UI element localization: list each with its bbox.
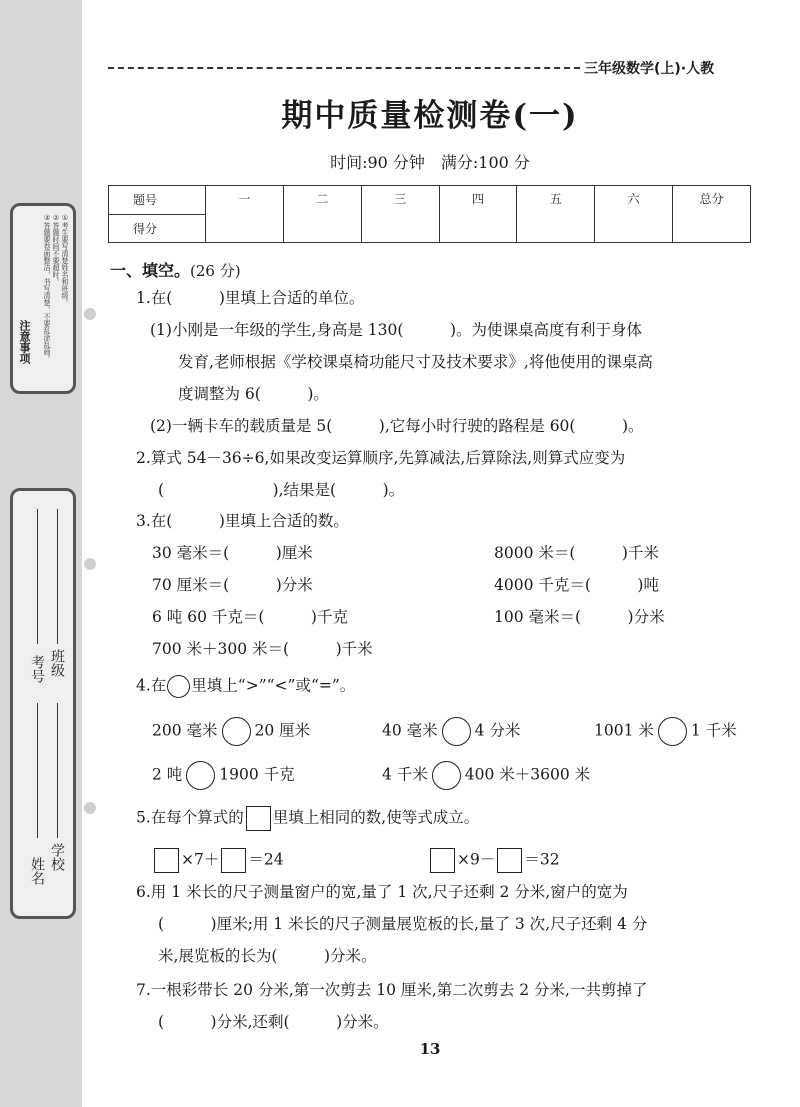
binding-hole bbox=[84, 308, 96, 320]
question-1-part1-line2: 发育,老师根据《学校课桌椅功能尺寸及技术要求》,将他使用的课桌高 bbox=[178, 353, 653, 371]
question-3-item: 6 吨 60 千克＝( )千克 bbox=[152, 608, 348, 626]
question-1-part2: (2)一辆卡车的载质量是 5( ),它每小时行驶的路程是 60( )。 bbox=[150, 417, 644, 435]
question-6-line3: 米,展览板的长为( )分米。 bbox=[158, 947, 377, 965]
school-line bbox=[57, 703, 58, 838]
answer-box[interactable] bbox=[430, 848, 455, 873]
question-number-label: 题号 bbox=[109, 186, 206, 215]
score-col-4: 四 bbox=[439, 186, 517, 243]
question-7-line2: ( )分米,还剩( )分米。 bbox=[158, 1013, 389, 1031]
binding-hole bbox=[84, 802, 96, 814]
equation-part: ×7＋ bbox=[181, 850, 220, 869]
note-item: ③答题要卷面整洁，书写清楚，不要乱涂乱画。 bbox=[43, 214, 51, 362]
question-1-part1-line3: 度调整为 6( )。 bbox=[178, 385, 329, 403]
question-2-line1: 2.算式 54－36÷6,如果改变运算顺序,先算减法,后算除法,则算式应变为 bbox=[136, 449, 626, 467]
answer-box-icon bbox=[246, 806, 271, 831]
compare-right: 4 分米 bbox=[474, 721, 521, 740]
question-5-stem bbox=[136, 806, 479, 831]
class-line bbox=[57, 509, 58, 644]
score-label: 得分 bbox=[109, 214, 206, 243]
question-3-item: 8000 米＝( )千米 bbox=[494, 544, 659, 562]
exam-no-line bbox=[37, 509, 38, 644]
q4-stem-post: 里填上“>”“<”或“=”。 bbox=[191, 676, 356, 695]
exam-info-text: 时间:90 分钟 满分:100 分 bbox=[330, 153, 530, 172]
question-7-line1: 7.一根彩带长 20 分米,第一次剪去 10 厘米,第二次剪去 2 分米,一共剪掉了 bbox=[136, 981, 648, 999]
score-table-header-row bbox=[109, 186, 751, 215]
question-6-line2: ( )厘米;用 1 米长的尺子测量展览板的长,量了 3 次,尺子还剩 4 分 bbox=[158, 915, 648, 933]
answer-box[interactable] bbox=[221, 848, 246, 873]
question-1-part1-line1: (1)小刚是一年级的学生,身高是 130( )。为使课桌高度有利于身体 bbox=[150, 321, 642, 339]
q4-stem-pre: 4.在 bbox=[136, 676, 167, 695]
compare-left: 200 毫米 bbox=[152, 721, 218, 740]
binding-hole bbox=[84, 558, 96, 570]
compare-circle-icon bbox=[167, 675, 190, 698]
section-points: (26 分) bbox=[190, 262, 241, 280]
compare-answer-circle[interactable] bbox=[186, 761, 215, 790]
question-3-item: 700 米＋300 米＝( )千米 bbox=[152, 640, 373, 658]
compare-right: 20 厘米 bbox=[254, 721, 311, 740]
question-3-stem: 3.在( )里填上合适的数。 bbox=[136, 512, 349, 530]
compare-left: 40 毫米 bbox=[382, 721, 438, 740]
question-1-stem: 1.在( )里填上合适的单位。 bbox=[136, 289, 365, 307]
compare-answer-circle[interactable] bbox=[222, 717, 251, 746]
class-label: 班级 bbox=[49, 649, 65, 677]
question-3-item: 70 厘米＝( )分米 bbox=[152, 576, 313, 594]
score-col-5: 五 bbox=[517, 186, 595, 243]
page-number-text: 13 bbox=[419, 1040, 441, 1058]
compare-item bbox=[382, 717, 520, 746]
answer-box[interactable] bbox=[497, 848, 522, 873]
compare-answer-circle[interactable] bbox=[658, 717, 687, 746]
compare-answer-circle[interactable] bbox=[432, 761, 461, 790]
notes-title: 注意事项 bbox=[18, 320, 31, 364]
compare-left: 1001 米 bbox=[594, 721, 654, 740]
equation-part: ×9－ bbox=[457, 850, 496, 869]
compare-item bbox=[382, 761, 590, 790]
notes-panel bbox=[10, 203, 76, 394]
compare-left: 2 吨 bbox=[152, 765, 183, 784]
score-col-total: 总分 bbox=[673, 186, 751, 243]
compare-item bbox=[594, 717, 737, 746]
question-3-item: 100 毫米＝( )分米 bbox=[494, 608, 665, 626]
answer-box[interactable] bbox=[154, 848, 179, 873]
exam-no-label: 考号 bbox=[29, 655, 45, 683]
score-table bbox=[108, 185, 751, 243]
compare-right: 1 千米 bbox=[690, 721, 737, 740]
question-3-item: 4000 千克＝( )吨 bbox=[494, 576, 659, 594]
compare-left: 4 千米 bbox=[382, 765, 428, 784]
page-title-text: 期中质量检测卷(一) bbox=[281, 98, 579, 134]
score-col-3: 三 bbox=[361, 186, 439, 243]
page-number bbox=[0, 1040, 800, 1058]
question-3-item: 30 毫米＝( )厘米 bbox=[152, 544, 313, 562]
question-2-line2: ( ),结果是( )。 bbox=[158, 481, 405, 499]
student-info-panel bbox=[10, 488, 76, 919]
compare-item bbox=[152, 761, 295, 790]
q5-stem-post: 里填上相同的数,使等式成立。 bbox=[272, 808, 480, 827]
section-heading bbox=[110, 258, 241, 281]
page-title bbox=[0, 90, 800, 135]
question-6-line1: 6.用 1 米长的尺子测量窗户的宽,量了 1 次,尺子还剩 2 分米,窗户的宽为 bbox=[136, 883, 628, 901]
equation-part: ＝24 bbox=[248, 850, 284, 869]
score-col-1: 一 bbox=[206, 186, 284, 243]
q5-stem-pre: 5.在每个算式的 bbox=[136, 808, 244, 827]
score-col-6: 六 bbox=[595, 186, 673, 243]
exam-info bbox=[0, 150, 800, 173]
series-label: 三年级数学(上)·人教 bbox=[584, 61, 715, 77]
compare-item bbox=[152, 717, 310, 746]
section-title: 一、填空。 bbox=[110, 261, 191, 280]
header-dash-line bbox=[108, 67, 580, 69]
equation-2 bbox=[428, 848, 560, 873]
compare-right: 1900 千克 bbox=[219, 765, 295, 784]
compare-answer-circle[interactable] bbox=[442, 717, 471, 746]
equation-part: ＝32 bbox=[524, 850, 560, 869]
notes-list bbox=[35, 214, 69, 384]
note-item: ①考生要写清楚姓名和班级。 bbox=[61, 214, 69, 306]
compare-right: 400 米＋3600 米 bbox=[464, 765, 591, 784]
name-label: 姓名 bbox=[29, 857, 45, 885]
question-4-stem bbox=[136, 675, 355, 698]
score-col-2: 二 bbox=[283, 186, 361, 243]
name-line bbox=[37, 703, 38, 838]
school-label: 学校 bbox=[49, 843, 65, 871]
equation-1 bbox=[152, 848, 284, 873]
note-item: ②答题时间不要超时。 bbox=[52, 214, 60, 285]
